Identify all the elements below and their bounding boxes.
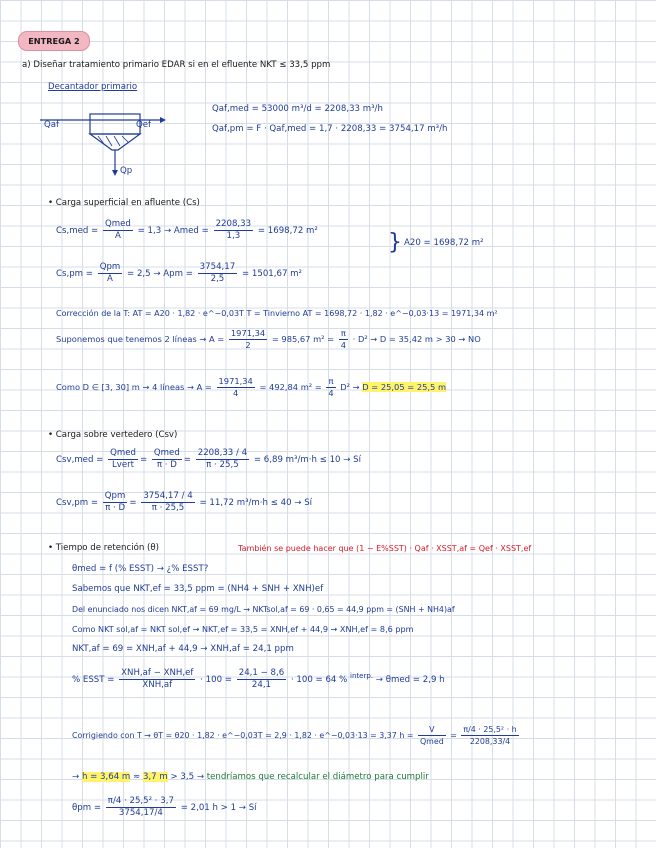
h-highlight-2: 3,7 m (142, 772, 168, 782)
decantador-text: Decantador primario (48, 82, 138, 92)
suponemos-line: Suponemos que tenemos 2 líneas → A = $\frac{1971,34}{2}$ = 985,67 m² = $\frac{\pi}{4}$ · D² → D = 35,42 m > 30 → NO (56, 328, 481, 350)
theta-line-2: Sabemos que NKT,ef = 33,5 ppm = (NH4 + SNH + XNH)ef (72, 584, 324, 594)
a-result: A20 = 1698,72 m² (404, 238, 484, 248)
como-d-line: Como D ∈ [3, 30] m → 4 líneas → A = $\frac{1971,34}{4}$ = 492,84 m² = $\frac{\pi}{4}$ D² → D = 25,05 = 25,5 m (56, 376, 447, 398)
csv-pm-line: Csv,pm = $\frac{\text{Qpm}}{\pi \cdot D}$ = $\frac{3754,17 / 4}{\pi \cdot 25,5}$ = 11,72 m³/m·h ≤ 40 → Sí (56, 491, 313, 513)
theta-line-4: Como NKT sol,af = NKT sol,ef → NKT,ef = 33,5 = XNH,ef + 44,9 → XNH,ef = 8,6 ppm (72, 624, 414, 634)
correction-t-line: Corrección de la T: AT = A20 · 1,82 · e^−0,03T T = Tinvierno AT = 1698,72 · 1,82 · e^−0,03·13 = 1971,34 m² (56, 309, 498, 318)
brace: } (388, 230, 402, 255)
problem-statement: a) Diseñar tratamiento primario EDAR si en el efluente NKT ≤ 33,5 ppm (22, 60, 331, 70)
flow-arrow-head (160, 117, 166, 123)
title-tag: ENTREGA 2 (18, 31, 90, 51)
q-pm-line: Qaf,pm = F · Qaf,med = 1,7 · 2208,33 = 3754,17 m³/h (212, 124, 448, 134)
theta-line-1: θmed = f (% ESST) → ¿% ESST? (72, 564, 209, 574)
tank-body (90, 114, 140, 134)
q-purge-label: Qp (120, 166, 133, 176)
h-highlight-1: h = 3,64 m (81, 772, 131, 782)
csv-med-line: Csv,med = $\frac{\text{Qmed}}{\text{Lvert}}$ = $\frac{\text{Qmed}}{\pi \cdot D}$ = $\frac{2208,33 / 4}{\pi \cdot 25,5}$ = 6,89 m³/m·h ≤ 10 → Sí (56, 448, 362, 470)
cs-pm-line: Cs,pm = $\frac{\text{Qpm}}{A}$ = 2,5 → Apm = $\frac{3754,17}{2,5}$ = 1501,67 m² (56, 262, 302, 284)
theta-line-8: → h = 3,64 m ≈ 3,7 m > 3,5 → tendríamos que recalcular el diámetro para cumplir (72, 772, 429, 782)
q-in-label: Qaf (44, 120, 60, 130)
theta-heading: • Tiempo de retención (θ) (48, 543, 159, 553)
theta-line-6: % ESST = $\frac{\text{XNH,af − XNH,ef}}{\text{XNH,af}}$ · 100 = $\frac{24,1 - 8,6}{24,1}$ · 100 = 64 % $^{interp.}$ → θmed = 2,9 h (72, 668, 445, 690)
cs-med-line: Cs,med = $\frac{\text{Qmed}}{A}$ = 1,3 → Amed = $\frac{2208,33}{1,3}$ = 1698,72 m² (56, 219, 318, 241)
csv-heading: • Carga sobre vertedero (Csv) (48, 430, 178, 440)
theta-line-9: θpm = $\frac{\text{π/4 · 25,5² · 3,7}}{3754,17/4}$ = 2,01 h > 1 → Sí (72, 796, 257, 818)
q-med-line: Qaf,med = 53000 m³/d = 2208,33 m³/h (212, 104, 383, 114)
diameter-highlight: D = 25,05 = 25,5 m (362, 382, 447, 392)
theta-line-5: NKT,af = 69 = XNH,af + 44,9 → XNH,af = 24,1 ppm (72, 644, 294, 654)
cs-heading: • Carga superficial en afluente (Cs) (48, 198, 200, 208)
theta-line-7: Corrigiendo con T → θT = θ20 · 1,82 · e^−0,03T = 2,9 · 1,82 · e^−0,03·13 = 3,37 h = $\frac{V}{\text{Qmed}}$ = $\frac{\text{π/4 · 25,5² · h}}{2208,33/4}$ (72, 725, 517, 746)
q-out-label: Qef (136, 120, 152, 130)
green-note: tendríamos que recalcular el diámetro para cumplir (206, 772, 429, 782)
decantador-label (48, 82, 137, 93)
theta-line-3: Del enunciado nos dicen NKT,af = 69 mg/L → NKTsol,af = 69 · 0,65 = 44,9 ppm = (SNH + NH4)af (72, 605, 455, 614)
settler-diagram (40, 100, 190, 180)
theta-red-note: También se puede hacer que (1 − E%SST) · Qaf · XSST,af = Qef · XSST,ef (238, 544, 532, 553)
tank-cone (90, 134, 140, 150)
